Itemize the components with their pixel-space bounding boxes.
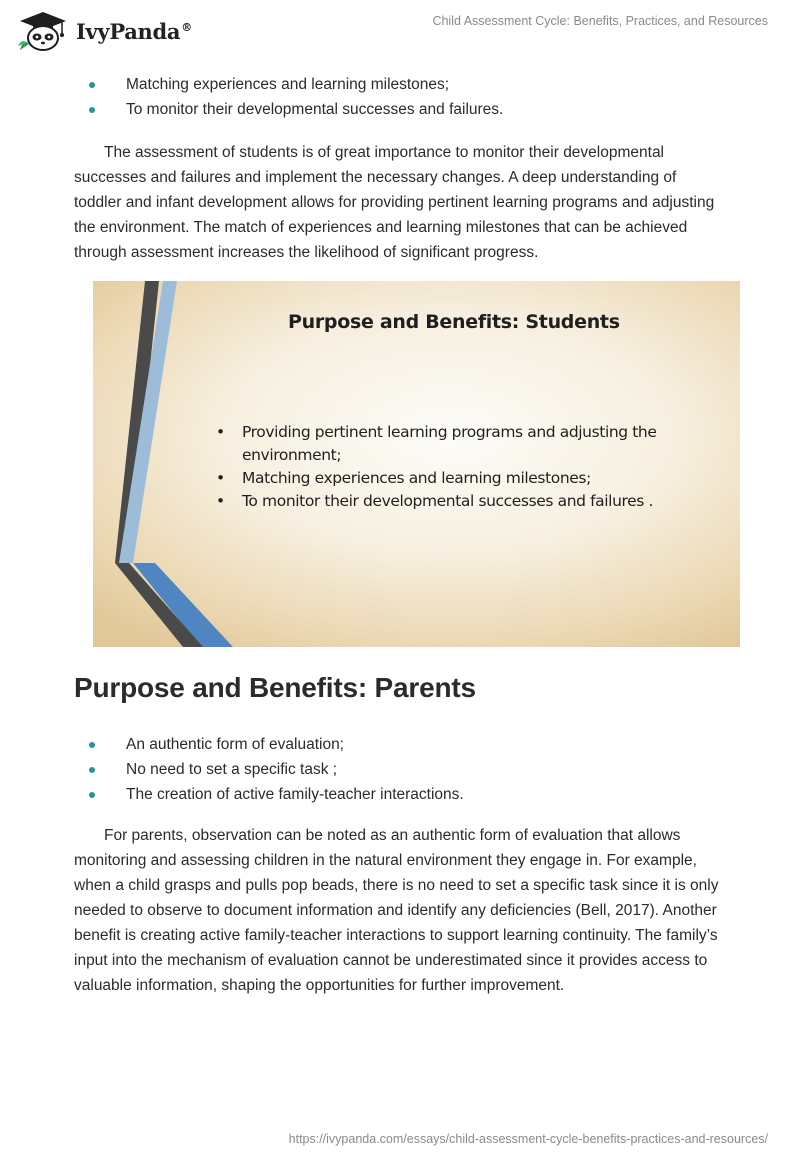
- students-paragraph: The assessment of students is of great importance to monitor their developmental successes and failures and implement the necessary changes. A deep understanding of toddler and infant development allows for providing pertinent learning programs and adjusting the environment. The match of experiences and learning milestones that can be achieved through assessment increases the likelihood of significant progress.: [74, 144, 715, 261]
- slide-bullet-list: [216, 421, 696, 513]
- parents-benefits-list: [86, 732, 464, 807]
- document-title: Child Assessment Cycle: Benefits, Practices, and Resources: [432, 14, 768, 28]
- students-slide-image: [93, 281, 740, 647]
- panda-graduate-icon: [16, 10, 70, 52]
- slide-list-item: • Providing pertinent learning programs and adjusting the environment;: [216, 421, 696, 467]
- slide-list-item: • To monitor their developmental successes and failures .: [216, 490, 696, 513]
- students-benefits-list: [86, 72, 503, 122]
- source-url-link[interactable]: https://ivypanda.com/essays/child-assessment-cycle-benefits-practices-and-resources/: [288, 1132, 768, 1146]
- list-item: An authentic form of evaluation;: [86, 732, 464, 757]
- list-item: No need to set a specific task ;: [86, 757, 464, 782]
- list-item: To monitor their developmental successes and failures.: [86, 97, 503, 122]
- parents-paragraph: For parents, observation can be noted as an authentic form of evaluation that allows monitoring and assessing children in the natural environment they engage in. For example, when a child grasps and pulls pop beads, there is no need to set a specific task since it is only needed to observe to document information and identify any deficiencies (Bell, 2017). Another benefit is creating active family-teacher interactions to support learning continuity. The family’s input into the mechanism of evaluation cannot be underestimated since it provides access to valuable information, shaping the opportunities for further improvement.: [74, 827, 719, 994]
- slide-title: Purpose and Benefits: Students: [288, 311, 620, 333]
- logo-wordmark: IvyPanda®: [76, 18, 192, 44]
- parents-heading: Purpose and Benefits: Parents: [74, 672, 476, 703]
- list-item: The creation of active family-teacher interactions.: [86, 782, 464, 807]
- list-item: Matching experiences and learning milestones;: [86, 72, 503, 97]
- page-header: [0, 0, 800, 64]
- slide-list-item: • Matching experiences and learning milestones;: [216, 467, 696, 490]
- ivypanda-logo[interactable]: [16, 10, 192, 52]
